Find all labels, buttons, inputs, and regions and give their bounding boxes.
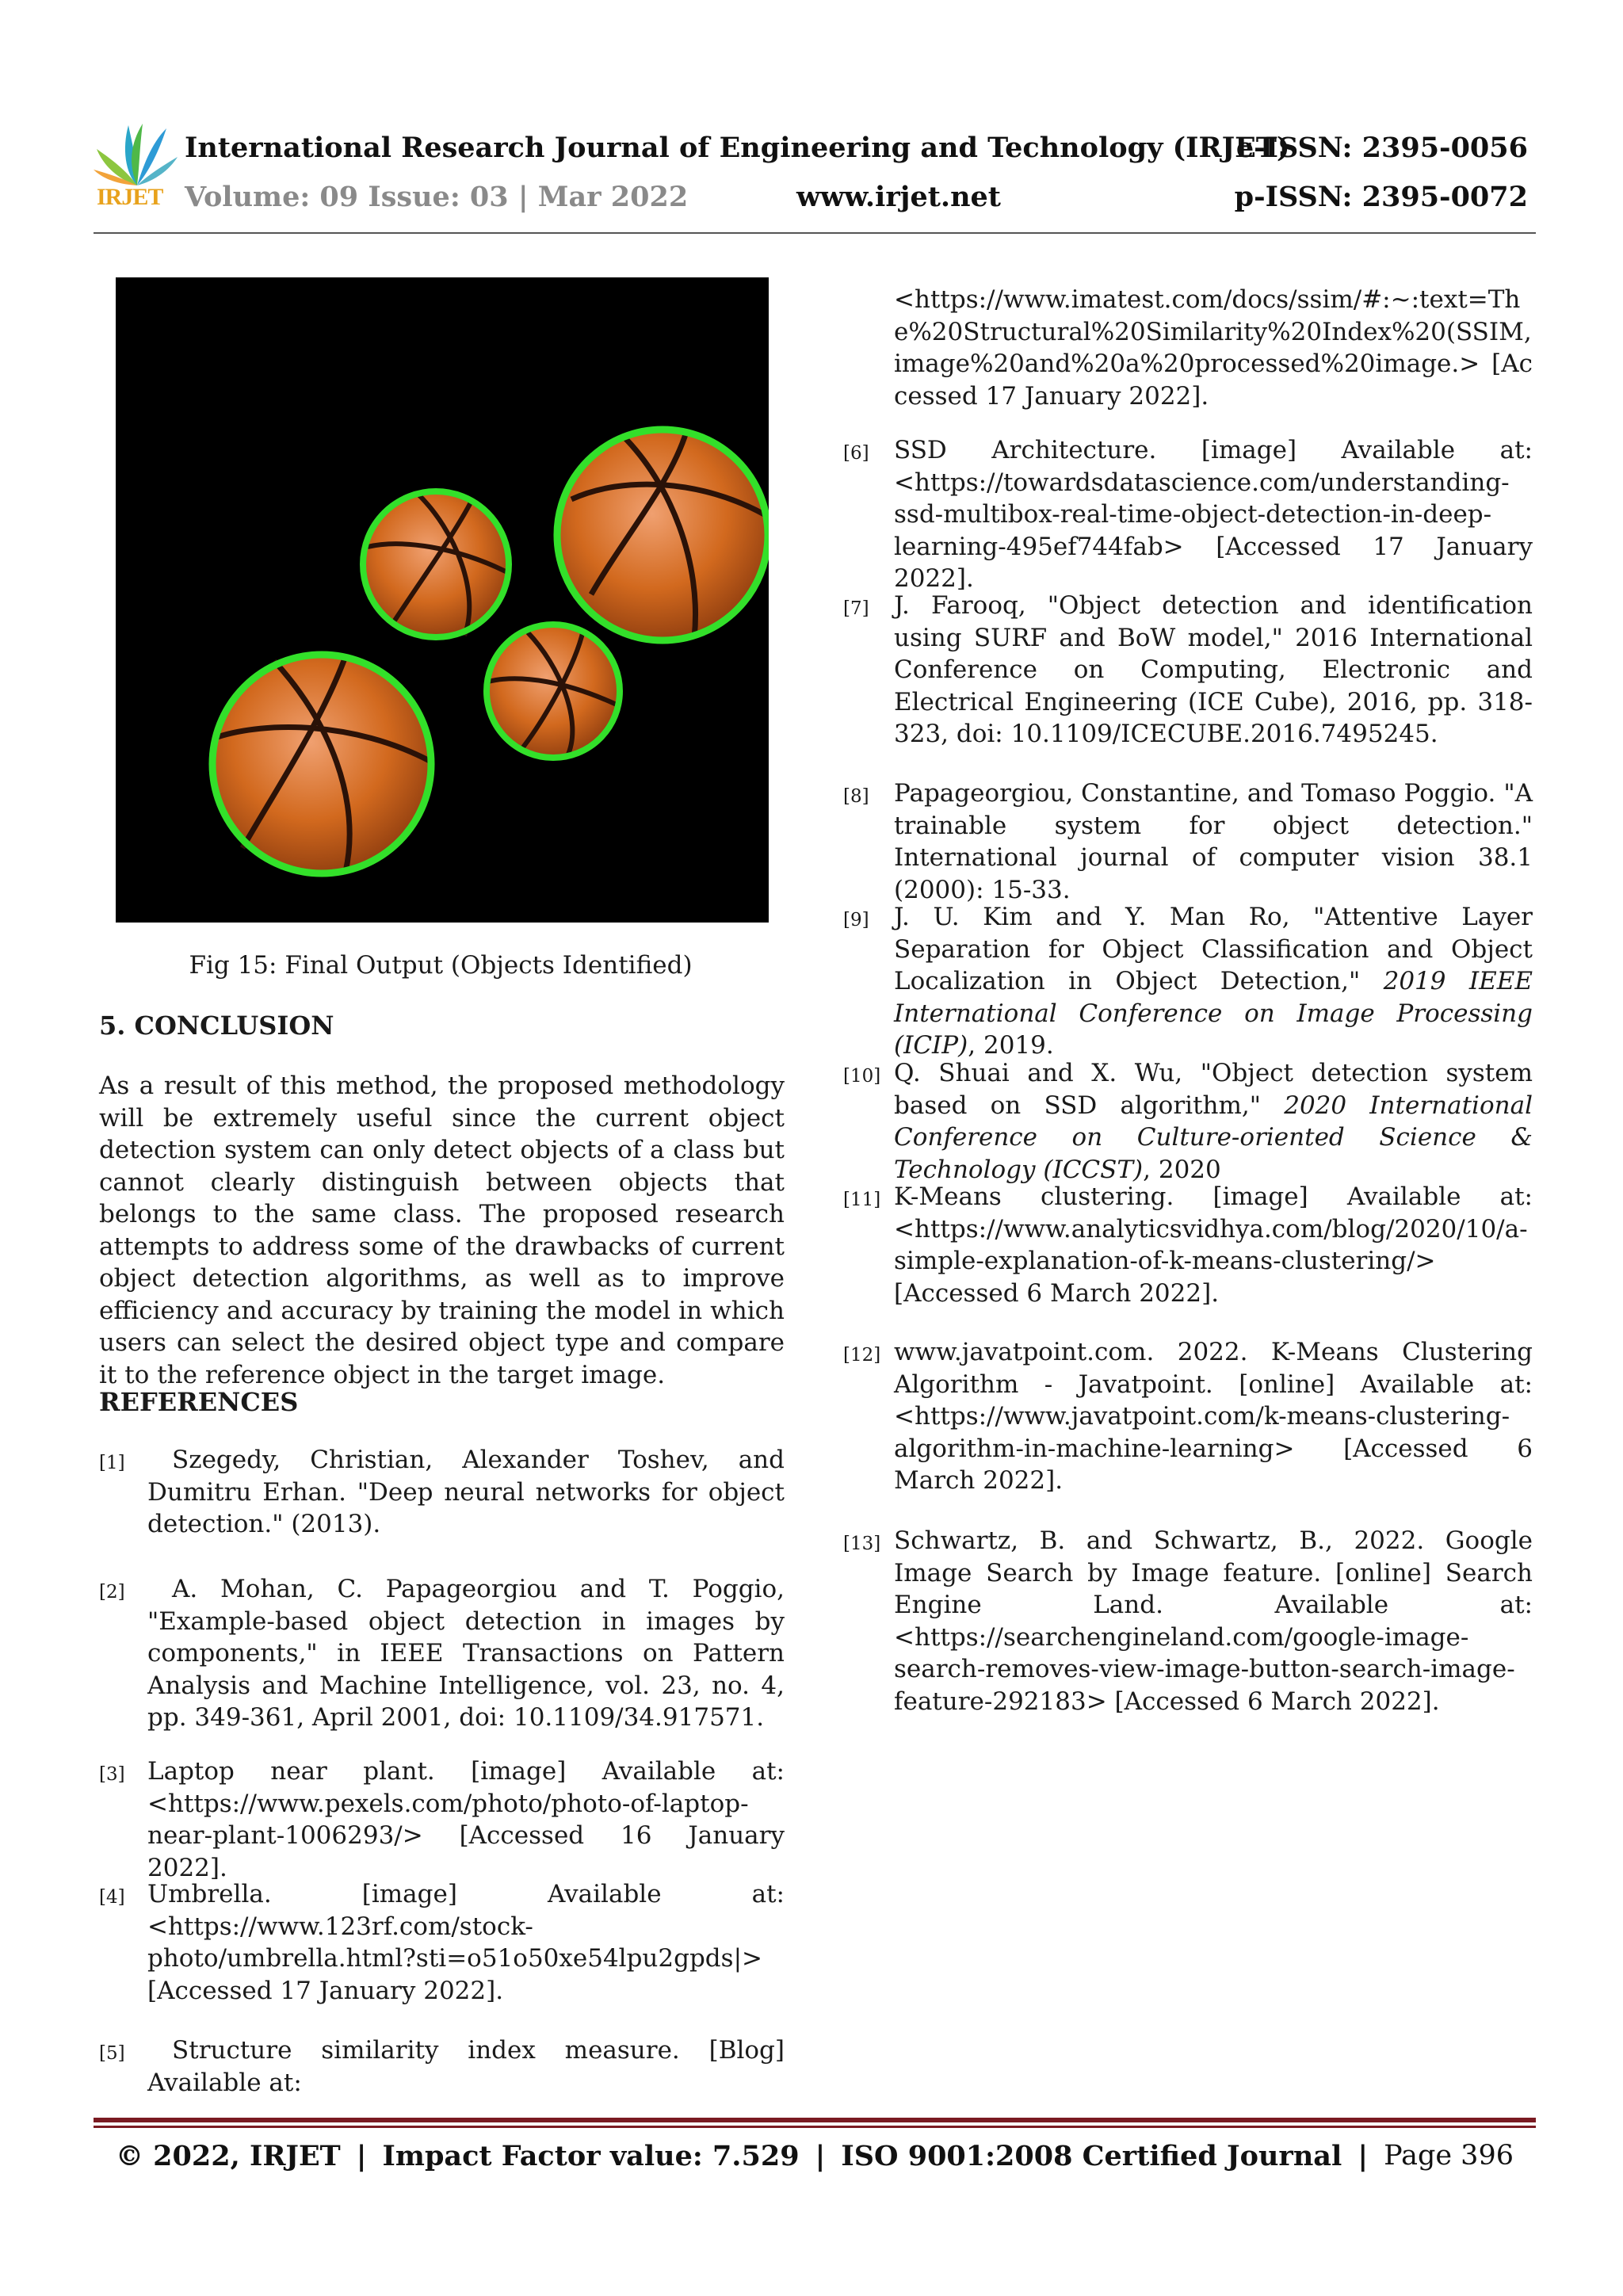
reference-12 bbox=[843, 1336, 1533, 1497]
reference-text: J. U. Kim and Y. Man Ro, "Attentive Layer Separation for Object Classification and Object Localization in Object Detection," bbox=[894, 903, 1533, 995]
reference-text: A. Mohan, C. Papageorgiou and T. Poggio, "Example-based object detection in images by components," in IEEE Transactions on Pattern Analysis and Machine Intelligence, vol. 23, no. 4, pp. 349-361, April 2001, doi: 10.1109/34.917571. bbox=[147, 1575, 785, 1732]
reference-11 bbox=[843, 1181, 1533, 1309]
reference-text: J. Farooq, "Object detection and identification using SURF and BoW model," 2016 International Conference on Computing, Electronic and Electrical Engineering (ICE Cube), 2016, pp. 318-323, doi: 10.1109/ICECUBE.2016.7495245. bbox=[894, 591, 1533, 748]
reference-text: K-Means clustering. [image] Available at: <https://www.analyticsvidhya.com/blog/2020/10/a-simple-explanation-of-k-means-clustering/> [Accessed 6 March 2022]. bbox=[894, 1182, 1533, 1308]
reference-text: Schwartz, B. and Schwartz, B., 2022. Google Image Search by Image feature. [online] Search Engine Land. Available at: <https://searchengineland.com/google-image-search-removes-view-image-button-search-image-feature-292183> [Accessed 6 March 2022]. bbox=[894, 1526, 1533, 1716]
irjet-logo bbox=[94, 117, 181, 214]
reference-year: , 2019. bbox=[968, 1031, 1054, 1060]
basketball-3 bbox=[487, 625, 620, 758]
footer-page-number: Page 396 bbox=[1384, 2140, 1514, 2172]
footer-separator: | bbox=[815, 2140, 826, 2172]
reference-number: [5] bbox=[99, 2043, 125, 2064]
reference-number: [12] bbox=[843, 1345, 881, 1366]
reference-text: Szegedy, Christian, Alexander Toshev, and Dumitru Erhan. "Deep neural networks for object detection." (2013). bbox=[147, 1446, 785, 1538]
page-footer bbox=[94, 2140, 1536, 2172]
figure-caption: Fig 15: Final Output (Objects Identified) bbox=[189, 951, 693, 980]
figure-final-output bbox=[116, 277, 769, 923]
footer-impact-factor: Impact Factor value: 7.529 bbox=[382, 2140, 800, 2172]
reference-1 bbox=[99, 1444, 785, 1541]
reference-text: www.javatpoint.com. 2022. K-Means Clustering Algorithm - Javatpoint. [online] Available at: <https://www.javatpoint.com/k-means-clustering-algorithm-in-machine-learning> [Accessed 6 March 2022]. bbox=[894, 1338, 1533, 1495]
logo-text: IRJET bbox=[97, 184, 163, 210]
reference-number: [7] bbox=[843, 598, 869, 619]
basketball-4 bbox=[212, 655, 431, 873]
reference-number: [6] bbox=[843, 443, 869, 464]
volume-issue: Volume: 09 Issue: 03 | Mar 2022 bbox=[185, 181, 689, 213]
reference-6 bbox=[843, 434, 1533, 595]
footer-separator: | bbox=[356, 2140, 367, 2172]
reference-number: [10] bbox=[843, 1066, 881, 1087]
reference-text: SSD Architecture. [image] Available at: <https://towardsdatascience.com/understanding-ssd-multibox-real-time-object-detection-in-deep-learning-495ef744fab> [Accessed 17 January 2022]. bbox=[894, 436, 1533, 593]
header-divider bbox=[94, 232, 1536, 234]
reference-number: [4] bbox=[99, 1887, 125, 1908]
e-issn: e-ISSN: 2395-0056 bbox=[1235, 132, 1528, 164]
reference-number: [2] bbox=[99, 1582, 125, 1603]
basketballs-detected-image bbox=[116, 277, 769, 923]
references-heading: REFERENCES bbox=[99, 1387, 299, 1417]
footer-divider-thin bbox=[94, 2126, 1536, 2128]
journal-website-link[interactable]: www.irjet.net bbox=[796, 181, 1001, 213]
reference-text: Structure similarity index measure. [Blog] Available at: bbox=[147, 2036, 785, 2097]
journal-title: International Research Journal of Engineering and Technology (IRJET) bbox=[185, 132, 1290, 164]
reference-5 bbox=[99, 2034, 785, 2099]
reference-number: [13] bbox=[843, 1534, 881, 1554]
reference-7 bbox=[843, 590, 1533, 751]
footer-copyright: © 2022, IRJET bbox=[116, 2140, 341, 2172]
reference-text: Umbrella. [image] Available at: <https://www.123rf.com/stock-photo/umbrella.html?sti=o51o50xe54lpu2gpds|> [Accessed 17 January 2022]. bbox=[147, 1880, 785, 2005]
reference-text: <https://www.imatest.com/docs/ssim/#:~:text=The%20Structural%20Similarity%20Index%20(SSIM,image%20and%20a%20processed%20image.> [Accessed 17 January 2022]. bbox=[894, 285, 1533, 411]
footer-divider-thick bbox=[94, 2118, 1536, 2122]
reference-10 bbox=[843, 1057, 1533, 1186]
reference-3 bbox=[99, 1755, 785, 1884]
reference-number: [8] bbox=[843, 786, 869, 807]
reference-venue: 2019 IEEE International Conference on Image Processing (ICIP) bbox=[894, 967, 1533, 1060]
footer-separator: | bbox=[1358, 2140, 1369, 2172]
basketball-2 bbox=[363, 491, 509, 637]
reference-number: [3] bbox=[99, 1764, 125, 1785]
p-issn: p-ISSN: 2395-0072 bbox=[1234, 181, 1528, 213]
reference-2 bbox=[99, 1573, 785, 1734]
reference-4 bbox=[99, 1878, 785, 2007]
reference-9 bbox=[843, 901, 1533, 1062]
reference-number: [9] bbox=[843, 910, 869, 930]
reference-13 bbox=[843, 1525, 1533, 1717]
footer-iso: ISO 9001:2008 Certified Journal bbox=[841, 2140, 1342, 2172]
reference-8 bbox=[843, 777, 1533, 906]
conclusion-paragraph: As a result of this method, the proposed methodology will be extremely useful since the current object detection system can only detect objects of a class but cannot clearly distinguish between objects that belongs to the same class. The proposed research attempts to address some of the drawbacks of current object detection algorithms, as well as to improve efficiency and accuracy by training the model in which users can select the desired object type and compare it to the reference object in the target image. bbox=[99, 1072, 785, 1389]
reference-text: Papageorgiou, Constantine, and Tomaso Poggio. "A trainable system for object detection." International journal of computer vision 38.1 (2000): 15-33. bbox=[894, 779, 1533, 904]
conclusion-heading: 5. CONCLUSION bbox=[99, 1010, 334, 1041]
reference-year: , 2020 bbox=[1143, 1155, 1221, 1184]
reference-text: Q. Shuai and X. Wu, "Object detection system based on SSD algorithm," bbox=[894, 1059, 1533, 1120]
reference-number: [11] bbox=[843, 1190, 881, 1210]
reference-text: Laptop near plant. [image] Available at: <https://www.pexels.com/photo/photo-of-laptop-near-plant-1006293/> [Accessed 16 January 2022]. bbox=[147, 1757, 785, 1882]
reference-5-continued bbox=[894, 284, 1533, 412]
reference-venue: 2020 International Conference on Culture-oriented Science & Technology (ICCST) bbox=[894, 1091, 1533, 1184]
basketball-1 bbox=[557, 430, 768, 640]
reference-number: [1] bbox=[99, 1453, 125, 1473]
